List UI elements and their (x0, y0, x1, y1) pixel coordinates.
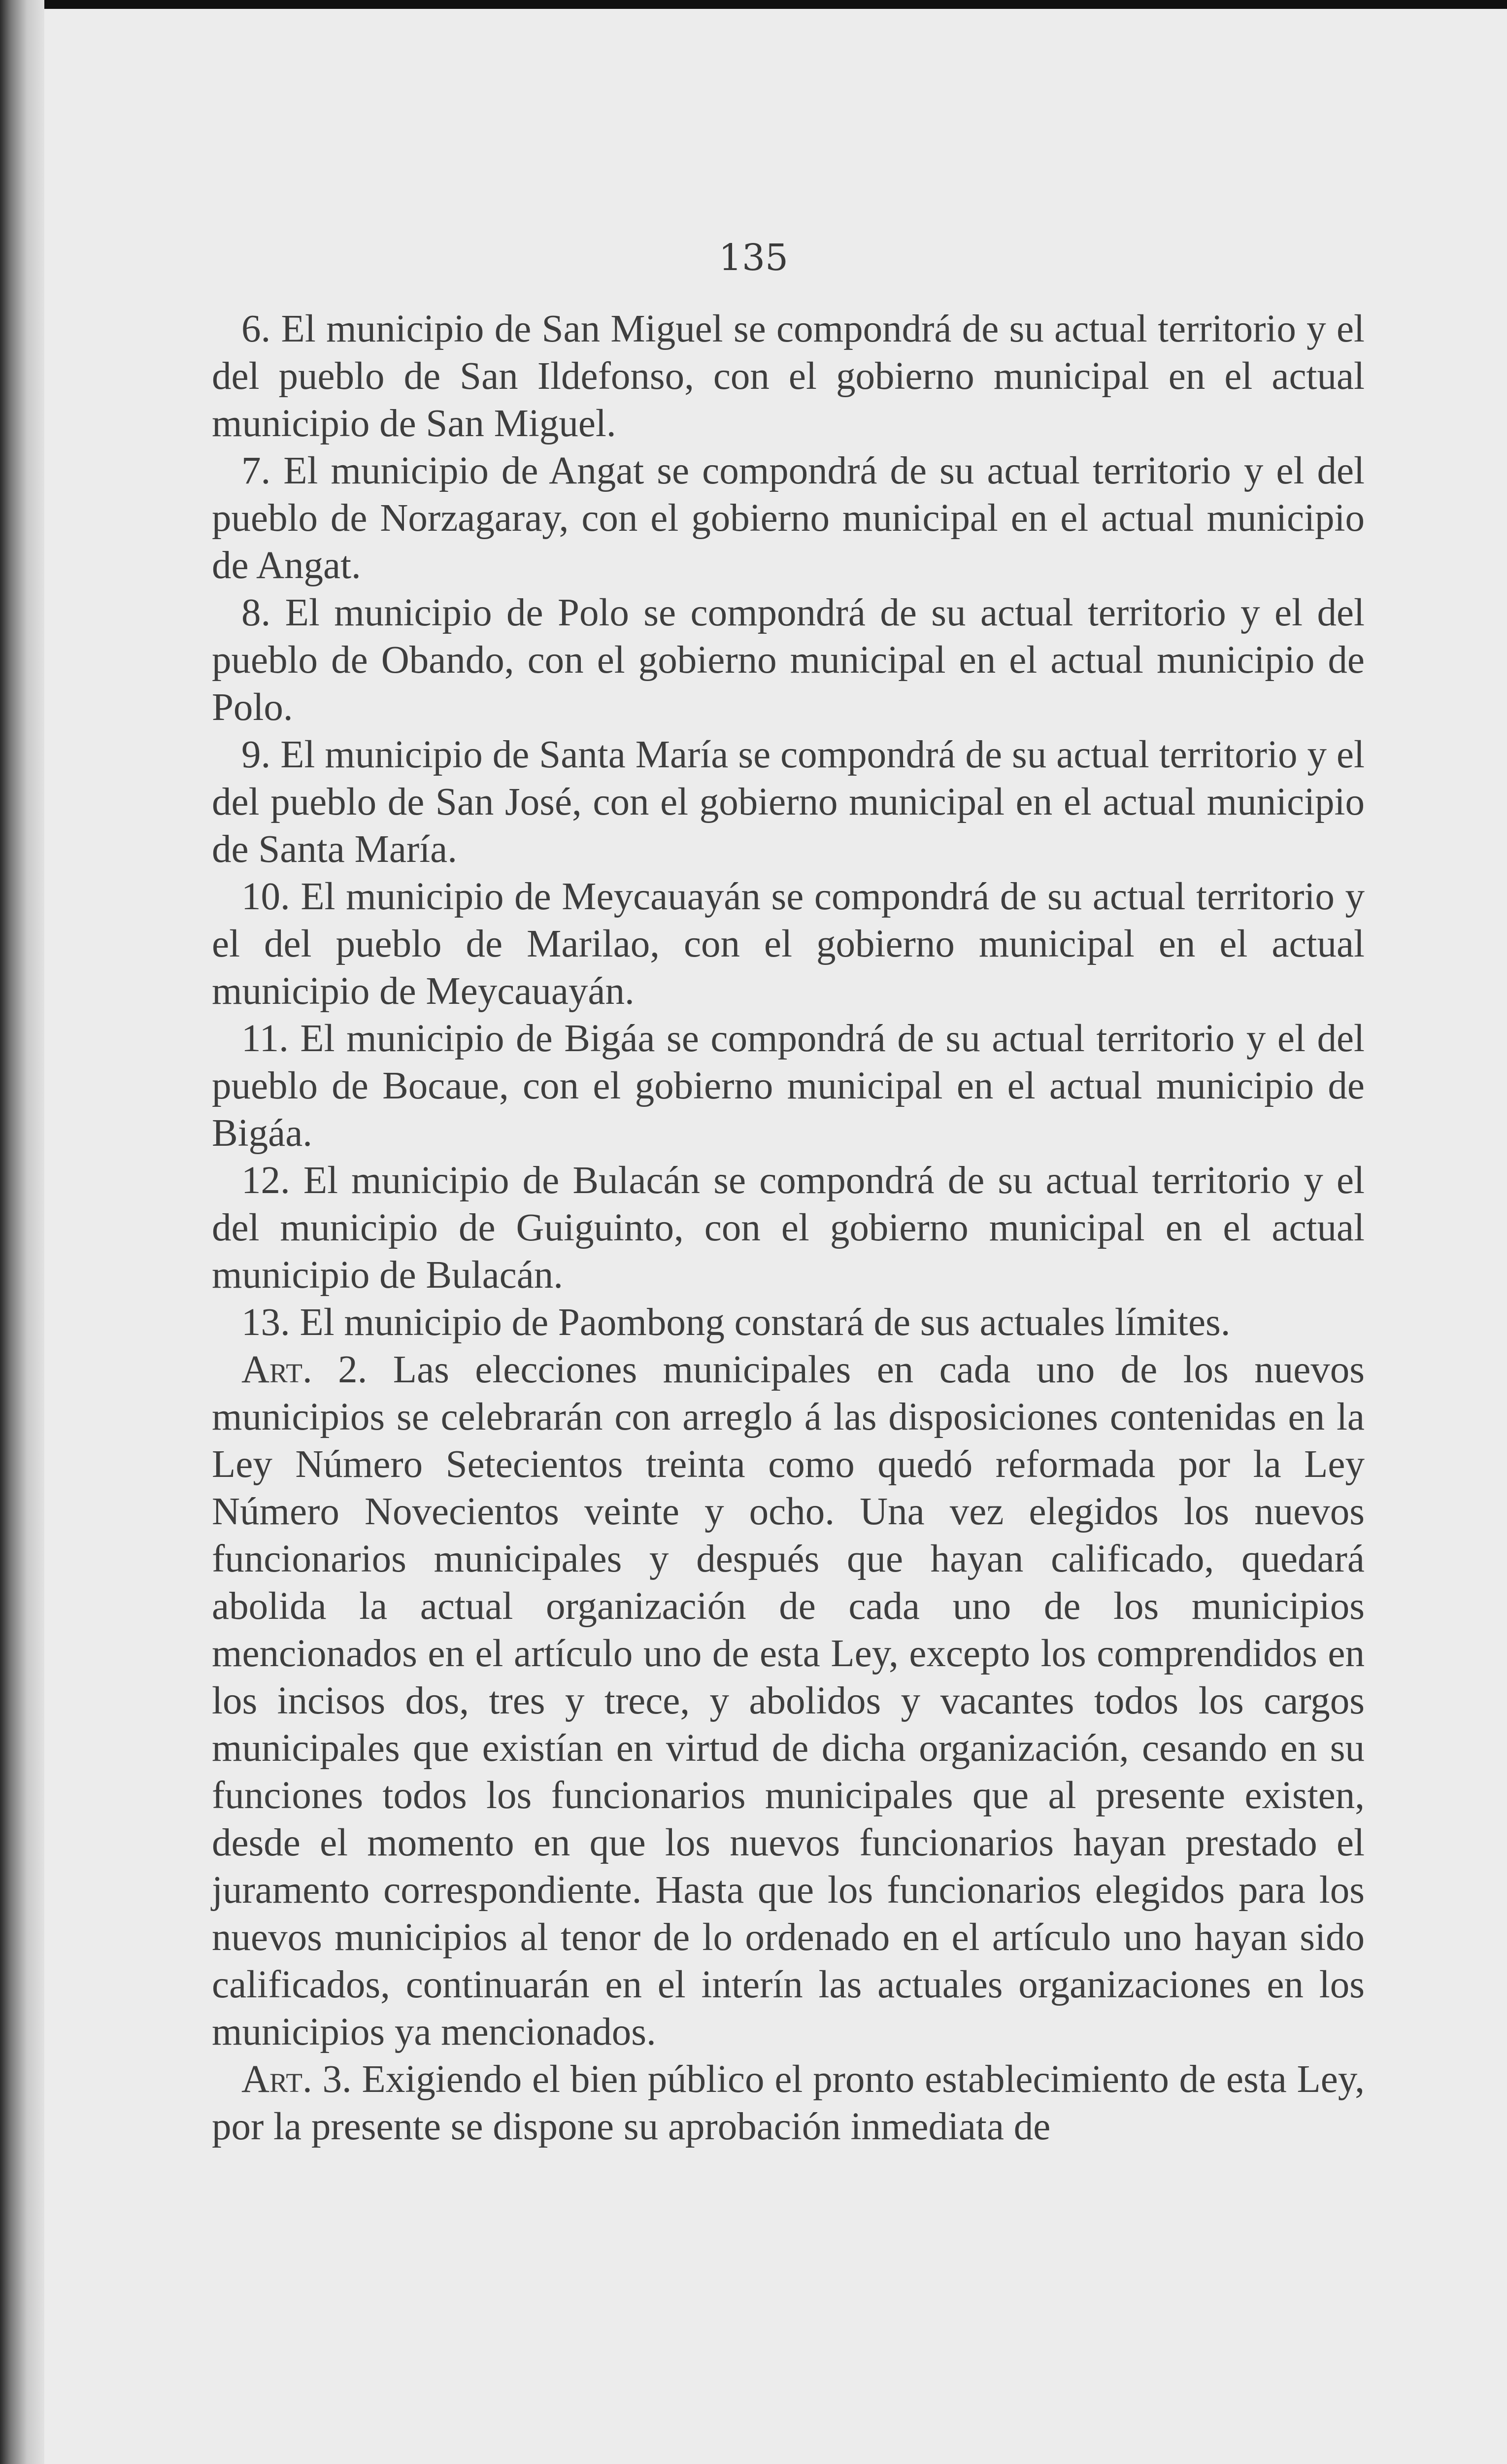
paragraph-text: 12. El municipio de Bulacán se compondrá de su actual territorio y el del municipio de Guiguinto, con el gobierno municipal en el actual municipio de Bulacán. (212, 1159, 1365, 1297)
paragraph-item-11 (212, 1015, 1365, 1157)
scan-top-edge (0, 0, 1507, 9)
paragraph-text: 7. El municipio de Angat se compondrá de su actual territorio y el del pueblo de Norzagaray, con el gobierno municipal en el actual municipio de Angat. (212, 449, 1365, 587)
article-2 (212, 1346, 1365, 2056)
paragraph-item-10 (212, 873, 1365, 1015)
scan-binding-shadow (0, 0, 44, 2464)
paragraph-text: 8. El municipio de Polo se compondrá de su actual territorio y el del pueblo de Obando, con el gobierno municipal en el actual municipio de Polo. (212, 591, 1365, 729)
paragraph-text: 9. El municipio de Santa María se compondrá de su actual territorio y el del pueblo de San José, con el gobierno municipal en el actual municipio de Santa María. (212, 733, 1365, 871)
article-label: Art. 3. (241, 2058, 352, 2101)
paragraph-text: 13. El municipio de Paombong constará de sus actuales límites. (241, 1301, 1231, 1344)
paragraph-item-8 (212, 589, 1365, 731)
paragraph-item-13 (212, 1299, 1365, 1346)
page-body (212, 306, 1365, 2151)
article-text: Exigiendo el bien público el pronto establecimiento de esta Ley, por la presente se dispone su aprobación inmediata de (212, 2058, 1365, 2148)
article-text: Las elecciones municipales en cada uno de los nuevos municipios se celebrarán con arreglo á las disposiciones contenidas en la Ley Número Setecientos treinta como quedó reformada por la Ley Número Novecientos veinte y ocho. Una vez elegidos los nuevos funcionarios municipales y después que hayan calificado, quedará abolida la actual organización de cada uno de los municipios mencionados en el artículo uno de esta Ley, excepto los comprendidos en los incisos dos, tres y trece, y abolidos y vacantes todos los cargos municipales que existían en virtud de dicha organización, cesando en su funciones todos los funcionarios municipales que al presente existen, desde el momento en que los nuevos funcionarios hayan prestado el juramento correspondiente. Hasta que los funcionarios elegidos para los nuevos municipios al tenor de lo ordenado en el artículo uno hayan sido calificados, continuarán en el interín las actuales organizaciones en los municipios ya mencionados. (212, 1348, 1365, 2053)
paragraph-text: 11. El municipio de Bigáa se compondrá de su actual territorio y el del pueblo de Bocaue, con el gobierno municipal en el actual municipio de Bigáa. (212, 1017, 1365, 1155)
paragraph-item-6 (212, 306, 1365, 447)
article-label: Art. 2. (241, 1348, 368, 1391)
paragraph-item-12 (212, 1157, 1365, 1299)
paragraph-text: 6. El municipio de San Miguel se compondrá de su actual territorio y el del pueblo de San Ildefonso, con el gobierno municipal en el actual municipio de San Miguel. (212, 308, 1365, 445)
article-3 (212, 2056, 1365, 2151)
paragraph-item-7 (212, 447, 1365, 589)
paragraph-item-9 (212, 731, 1365, 873)
paragraph-text: 10. El municipio de Meycauayán se compondrá de su actual territorio y el del pueblo de Marilao, con el gobierno municipal en el actual municipio de Meycauayán. (212, 875, 1365, 1013)
page-number: 135 (718, 237, 789, 279)
